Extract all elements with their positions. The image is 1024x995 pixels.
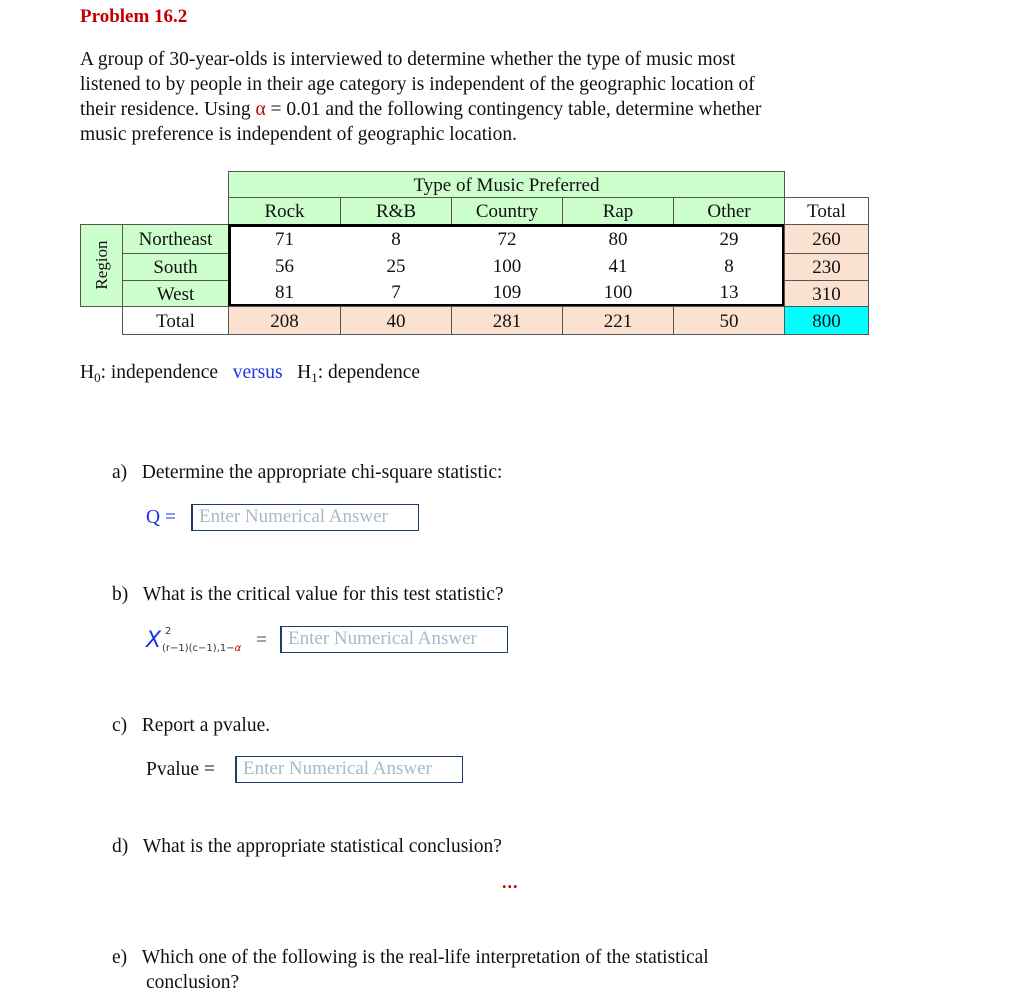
cell-west-other: 13 — [719, 282, 739, 303]
region-label: Region — [80, 224, 123, 307]
cell-south-rnb: 25 — [386, 256, 406, 277]
problem-title: Problem 16.2 — [80, 6, 188, 27]
question-e: e) Which one of the following is the real-life interpretation of the statistical conclusion? — [112, 947, 709, 993]
alpha-symbol: α — [255, 99, 266, 120]
row-label-total: Total — [122, 306, 229, 335]
cell-west-rap: 100 — [603, 282, 633, 303]
col-header-rnb: R&B — [340, 197, 452, 225]
col-header-other: Other — [673, 197, 785, 225]
cell-west-rnb: 7 — [391, 282, 401, 303]
conclusion-dropdown[interactable]: ... — [502, 872, 519, 892]
group-header: Type of Music Preferred — [228, 171, 785, 198]
cell-south-other: 8 — [724, 256, 734, 277]
cell-west-country: 109 — [492, 282, 522, 303]
row-label-northeast: Northeast — [122, 224, 229, 254]
col-total-country: 281 — [451, 306, 563, 335]
pvalue-input[interactable]: Enter Numerical Answer — [235, 756, 463, 783]
col-header-total: Total — [784, 197, 869, 225]
col-total-rock: 208 — [228, 306, 341, 335]
statement-line-4: music preference is independent of geographic location. — [80, 124, 517, 145]
statement-line-2: listened to by people in their age category is independent of the geographic location of — [80, 74, 755, 95]
row-label-south: South — [122, 253, 229, 281]
cell-south-rock: 56 — [275, 256, 294, 277]
cell-northeast-rnb: 8 — [391, 229, 401, 250]
cell-northeast-rap: 80 — [608, 229, 628, 250]
question-a: a) Determine the appropriate chi-square statistic: — [112, 462, 503, 483]
q-stat-label: Q = — [146, 507, 176, 528]
question-d: d) What is the appropriate statistical conclusion? — [112, 836, 502, 857]
q-stat-input[interactable]: Enter Numerical Answer — [191, 504, 419, 531]
problem-statement — [80, 47, 880, 147]
versus-label: versus — [232, 362, 283, 383]
row-total-northeast: 260 — [784, 224, 869, 254]
cell-northeast-rock: 71 — [275, 229, 294, 250]
col-header-country: Country — [451, 197, 563, 225]
row-total-south: 230 — [784, 253, 869, 281]
row-total-west: 310 — [784, 280, 869, 307]
col-total-other: 50 — [673, 306, 785, 335]
cell-west-rock: 81 — [275, 282, 294, 303]
statement-line-1: A group of 30-year-olds is interviewed to determine whether the type of music most — [80, 49, 736, 70]
critical-eq: = — [256, 630, 267, 651]
cell-northeast-other: 29 — [719, 229, 739, 250]
grand-total: 800 — [784, 306, 869, 335]
question-c: c) Report a pvalue. — [112, 715, 271, 736]
col-header-rap: Rap — [562, 197, 674, 225]
question-b: b) What is the critical value for this test statistic? — [112, 584, 504, 605]
chi-square-critical-symbol: X 2 (r−1)(c−1),1−α — [146, 626, 242, 654]
col-total-rap: 221 — [562, 306, 674, 335]
cell-south-country: 100 — [492, 256, 522, 277]
hypotheses: $H_0$: independence versus $H_1$: dependence — [80, 362, 421, 385]
cell-south-rap: 41 — [608, 256, 628, 277]
col-header-rock: Rock — [228, 197, 341, 225]
critical-value-input[interactable]: Enter Numerical Answer — [280, 626, 508, 653]
cell-northeast-country: 72 — [497, 229, 517, 250]
pvalue-label: Pvalue = — [146, 759, 215, 780]
col-total-rnb: 40 — [340, 306, 452, 335]
statement-line-3: their residence. Using α = 0.01 and the following contingency table, determine whether — [80, 99, 762, 120]
row-label-west: West — [122, 280, 229, 307]
